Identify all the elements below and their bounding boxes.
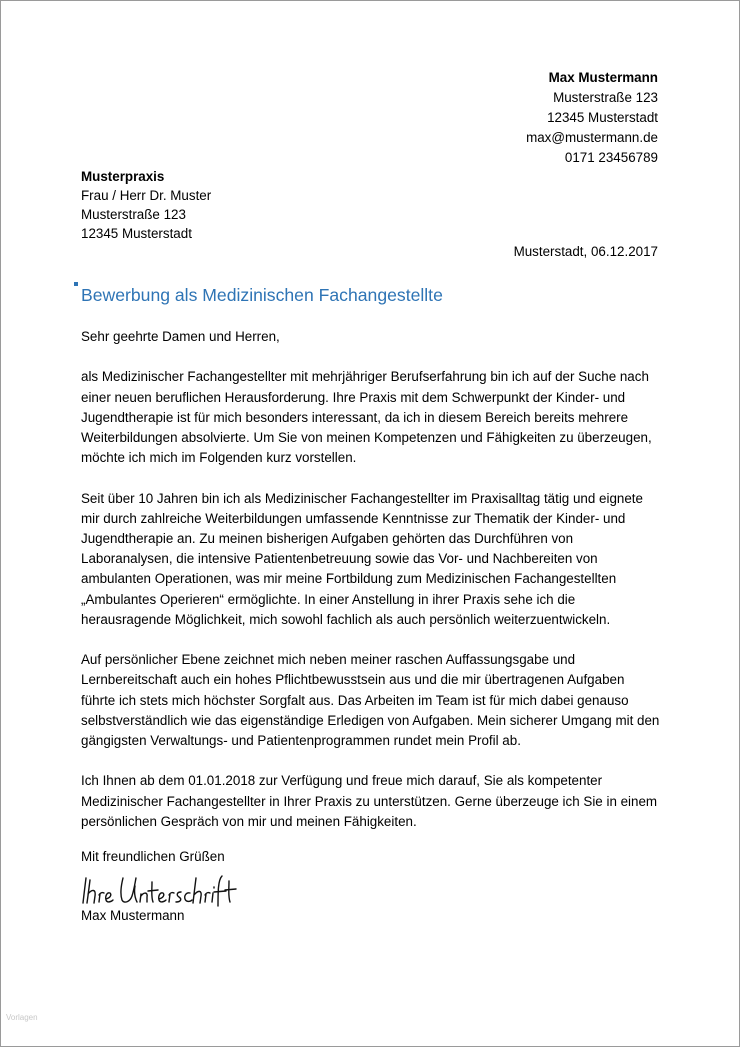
letter-body xyxy=(81,327,661,852)
signer-name: Max Mustermann xyxy=(81,908,185,923)
subject-marker xyxy=(74,282,78,286)
watermark: Vorlagen xyxy=(6,1013,38,1022)
recipient-city: 12345 Musterstadt xyxy=(81,226,192,241)
body-paragraph-1: als Medizinischer Fachangestellter mit mehrjähriger Berufserfahrung bin ich auf der Suche nach einer neuen beruflichen Herausforderung. Ihre Praxis mit dem Schwerpunkt der Kinder- und Jugendtherapie ist für mich besonders interessant, da ich in diesem Bereich bereits mehrere Weiterbildungen absolvierte. Um Sie von meinen Kompetenzen und Fähigkeiten zu überzeugen, möchte ich mich im Folgenden kurz vorstellen. xyxy=(81,369,652,466)
sender-city: 12345 Musterstadt xyxy=(547,110,658,125)
salutation: Sehr geehrte Damen und Herren, xyxy=(81,329,280,344)
recipient-company: Musterpraxis xyxy=(81,169,165,184)
recipient-street: Musterstraße 123 xyxy=(81,207,186,222)
letter-date: Musterstadt, 06.12.2017 xyxy=(513,244,658,259)
body-paragraph-3: Auf persönlicher Ebene zeichnet mich neben meiner raschen Auffassungsgabe und Lernbereitschaft auch ein hohes Pflichtbewusstsein aus und die mir übertragenen Aufgaben führte ich stets mich höchster Sorgfalt aus. Das Arbeiten im Team ist für mich dabei genauso selbstverständlich wie das eigenständige Erledigen von Aufgaben. Mein sicherer Umgang mit den gängigsten Verwaltungs- und Patientenprogrammen rundet mein Profil ab. xyxy=(81,652,660,749)
recipient-address-block xyxy=(81,167,211,243)
handwritten-signature xyxy=(80,872,240,908)
recipient-contact: Frau / Herr Dr. Muster xyxy=(81,188,212,203)
closing-phrase: Mit freundlichen Grüßen xyxy=(81,849,225,864)
sender-address-block xyxy=(526,68,658,168)
sender-street: Musterstraße 123 xyxy=(553,90,658,105)
sender-phone: 0171 23456789 xyxy=(564,150,658,165)
letter-subject: Bewerbung als Medizinischen Fachangestellte xyxy=(81,285,443,305)
body-paragraph-4: Ich Ihnen ab dem 01.01.2018 zur Verfügung und freue mich darauf, Sie als kompetenter Medizinischer Fachangestellter in Ihrer Praxis zu unterstützen. Gerne überzeuge ich Sie in einem persönlichen Gespräch von mir und meinen Fähigkeiten. xyxy=(81,773,658,829)
sender-name: Max Mustermann xyxy=(548,70,658,85)
body-paragraph-2: Seit über 10 Jahren bin ich als Medizinischer Fachangestellter im Praxisalltag tätig und eignete mir durch zahlreiche Weiterbildungen umfassende Kenntnisse zur Thematik der Kinder- und Jugendtherapie an. Zu meinen bisherigen Aufgaben gehörten das Durchführen von Laboranalysen, die intensive Patientenbetreuung sowie das Vor- und Nachbereiten von ambulanten Operationen, was mir meine Fortbildung zum Medizinischen Fachangestellten „Ambulantes Operieren“ ermöglichte. In einer Anstellung in ihrer Praxis sehe ich die herausragende Möglichkeit, mich sowohl fachlich als auch persönlich weiterzuentwickeln. xyxy=(81,490,643,627)
sender-email[interactable]: max@mustermann.de xyxy=(526,130,658,145)
